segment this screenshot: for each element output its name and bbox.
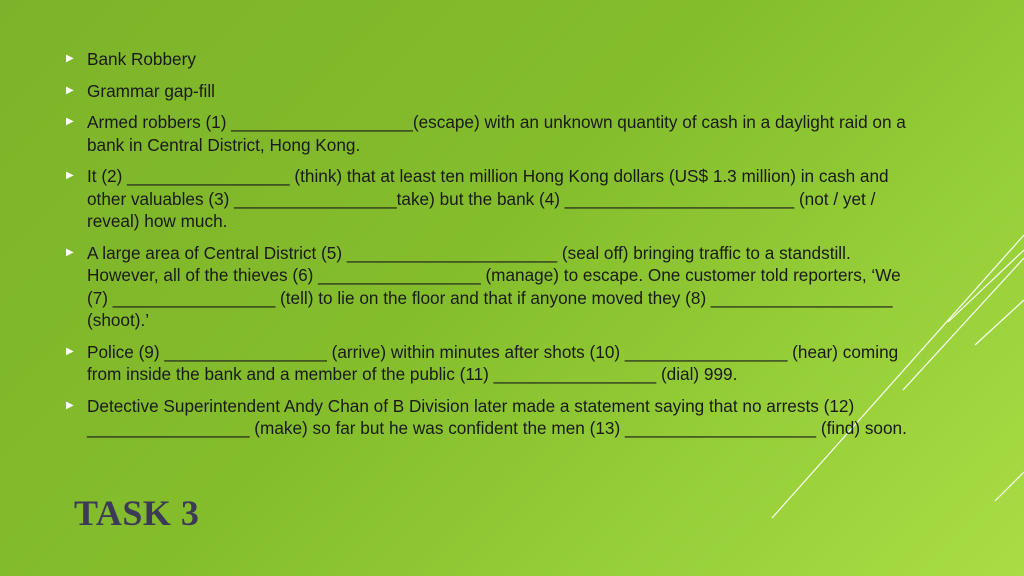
bullet-item: [64, 341, 924, 386]
bullet-item: [64, 242, 924, 332]
bullet-text: Armed robbers (1) ___________________(escape) with an unknown quantity of cash in a daylight raid on a bank in Central District, Hong Kong.: [87, 112, 906, 155]
deco-line: [975, 300, 1024, 345]
bullet-text: Detective Superintendent Andy Chan of B Division later made a statement saying that no arrests (12) _________________ (make) so far but he was confident the men (13) ____________________ (find) soon.: [87, 395, 907, 438]
triangle-right-icon: ▶: [66, 246, 74, 258]
slide-title: TASK 3: [74, 493, 200, 533]
bullet-text: Grammar gap-fill: [87, 80, 215, 101]
bullet-item: [64, 111, 924, 156]
bullet-text: Bank Robbery: [87, 49, 196, 69]
triangle-right-icon: ▶: [66, 116, 74, 127]
bullet-text: A large area of Central District (5) ______________________ (seal off) bringing traffic to a standstill. However, all of the thieves (6) _________________ (manage) to escape. One customer told reporters, ‘We (7) _________________ (tell) to lie on the floor and that if anyone moved they (8) ___________________ (shoot).’: [87, 242, 901, 330]
triangle-right-icon: ▶: [66, 53, 74, 64]
bullet-item: [64, 80, 924, 103]
triangle-right-icon: ▶: [66, 84, 74, 96]
bullet-item: [64, 395, 924, 440]
triangle-right-icon: ▶: [66, 399, 74, 411]
triangle-right-icon: ▶: [66, 345, 74, 357]
bullet-text: It (2) _________________ (think) that at least ten million Hong Kong dollars (US$ 1.3 million) in cash and other valuables (3) _________________take) but the bank (4) ________________________ (not / yet / reveal) how much.: [87, 166, 889, 231]
deco-line: [995, 472, 1024, 501]
bullet-text: Police (9) _________________ (arrive) within minutes after shots (10) _________________ (hear) coming from inside the bank and a member of the public (11) _________________ (dial) 999.: [87, 341, 899, 384]
bullet-list: [64, 48, 924, 449]
triangle-right-icon: ▶: [66, 170, 74, 181]
bullet-item: [64, 48, 924, 71]
bullet-item: [64, 165, 924, 233]
